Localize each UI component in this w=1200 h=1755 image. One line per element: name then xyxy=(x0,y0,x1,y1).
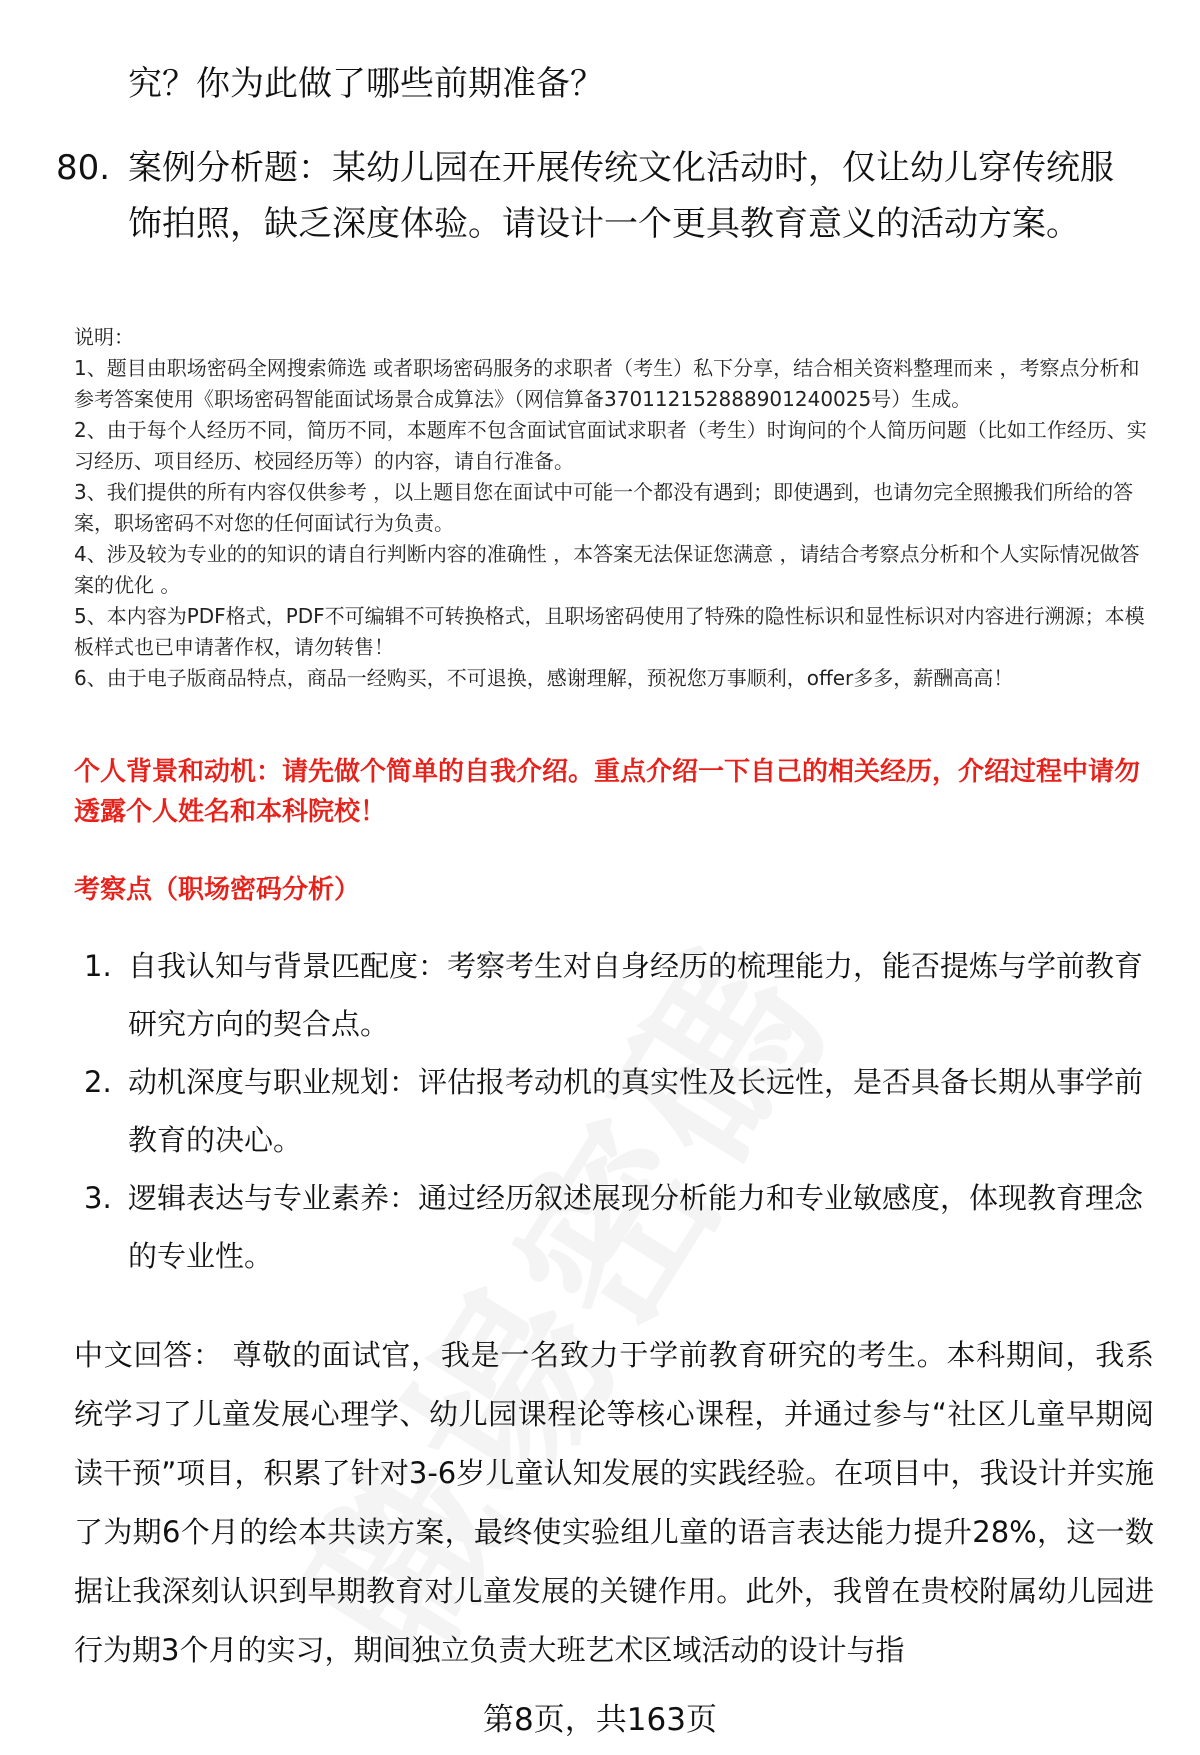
page-footer: 第8页，共163页 xyxy=(483,1702,717,1738)
note-item: 5、本内容为PDF格式，PDF不可编辑不可转换格式，且职场密码使用了特殊的隐性标识和显性标识对内容进行溯源；本模板样式也已申请著作权，请勿转售！ xyxy=(74,604,1145,659)
notes-title: 说明： xyxy=(74,325,134,349)
note-item: 3、我们提供的所有内容仅供参考 ，以上题目您在面试中可能一个都没有遇到；即使遇到，也请勿完全照搬我们所给的答案，职场密码不对您的任何面试行为负责。 xyxy=(74,480,1134,535)
list-item-number: 3. xyxy=(84,1181,112,1215)
analysis-heading: 考察点（职场密码分析） xyxy=(74,875,361,905)
list-item-text: 自我认知与背景匹配度：考察考生对自身经历的梳理能力，能否提炼与学前教育研究方向的契合点。 xyxy=(128,949,1144,1041)
list-item xyxy=(84,1053,1154,1169)
section-heading: 个人背景和动机：请先做个简单的自我介绍。重点介绍一下自己的相关经历，介绍过程中请勿透露个人姓名和本科院校！ xyxy=(74,757,1141,827)
question-80 xyxy=(56,140,1146,252)
note-item: 2、由于每个人经历不同，简历不同，本题库不包含面试官面试求职者（考生）时询问的个人简历问题（比如工作经历、实习经历、项目经历、校园经历等）的内容，请自行准备。 xyxy=(74,418,1147,473)
note-item: 6、由于电子版商品特点，商品一经购买，不可退换，感谢理解，预祝您万事顺利，offer多多，薪酬高高！ xyxy=(74,666,1014,690)
note-item: 4、涉及较为专业的的知识的请自行判断内容的准确性 ，本答案无法保证您满意 ，请结合考察点分析和个人实际情况做答案的优化 。 xyxy=(74,542,1140,597)
list-item xyxy=(84,1169,1154,1285)
answer-paragraph: 中文回答： 尊敬的面试官，我是一名致力于学前教育研究的考生。本科期间，我系统学习了儿童发展心理学、幼儿园课程论等核心课程，并通过参与“社区儿童早期阅读干预”项目，积累了针对3-6岁儿童认知发展的实践经验。在项目中，我设计并实施了为期6个月的绘本共读方案，最终使实验组儿童的语言表达能力提升28%，这一数据让我深刻认识到早期教育对儿童发展的关键作用。此外，我曾在贵校附属幼儿园进行为期3个月的实习，期间独立负责大班艺术区域活动的设计与指 xyxy=(74,1338,1154,1667)
list-item-number: 1. xyxy=(84,949,112,983)
analysis-points-list xyxy=(84,937,1154,1285)
list-item xyxy=(84,937,1154,1053)
list-item-text: 动机深度与职业规划：评估报考动机的真实性及长远性，是否具备长期从事学前教育的决心。 xyxy=(128,1065,1144,1157)
question-number: 80. xyxy=(56,148,111,188)
notes-section xyxy=(74,322,1154,694)
question-text: 案例分析题：某幼儿园在开展传统文化活动时，仅让幼儿穿传统服饰拍照，缺乏深度体验。请设计一个更具教育意义的活动方案。 xyxy=(128,148,1114,244)
list-item-text: 逻辑表达与专业素养：通过经历叙述展现分析能力和专业敏感度，体现教育理念的专业性。 xyxy=(128,1181,1144,1273)
list-item-number: 2. xyxy=(84,1065,112,1099)
note-item: 1、题目由职场密码全网搜索筛选 或者职场密码服务的求职者（考生）私下分享，结合相关资料整理而来 ，考察点分析和参考答案使用《职场密码智能面试场景合成算法》（网信算备370112152888901240025号）生成。 xyxy=(74,356,1140,411)
question-continuation: 究？你为此做了哪些前期准备？ xyxy=(128,64,604,104)
